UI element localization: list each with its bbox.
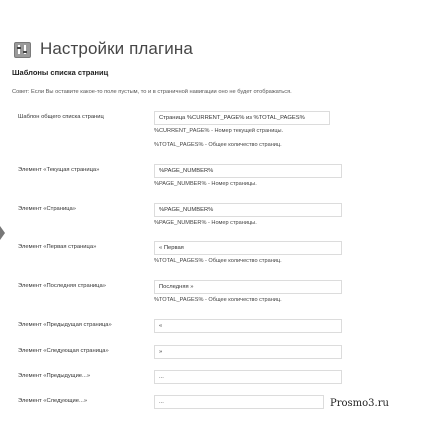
label-next-page: Элемент «Следующая страница»: [18, 348, 109, 354]
general-template-desc-2: %TOTAL_PAGES% - Общее количество страниц.: [154, 142, 282, 148]
page-desc: %PAGE_NUMBER% - Номер страницы.: [154, 220, 257, 226]
label-previous-ellipsis: Элемент «Предыдущие...»: [18, 373, 91, 379]
last-page-input[interactable]: Последняя »: [154, 280, 342, 294]
arrow-left-icon[interactable]: [0, 226, 5, 240]
previous-page-input[interactable]: «: [154, 319, 342, 333]
settings-sliders-icon: [12, 39, 32, 59]
watermark: Prosmo3.ru: [330, 398, 389, 409]
label-first-page: Элемент «Первая страница»: [18, 244, 97, 250]
section-title: Шаблоны списка страниц: [12, 68, 109, 77]
label-previous-page: Элемент «Предыдущая страница»: [18, 322, 112, 328]
next-ellipsis-input[interactable]: ...: [154, 395, 324, 409]
page-input[interactable]: %PAGE_NUMBER%: [154, 203, 342, 217]
label-general-template: Шаблон общего списка страниц: [18, 114, 104, 120]
hint-text: Совет: Если Вы оставите какое-то поле пустым, то и в страничной навигации оно не будет отображаться.: [12, 89, 292, 95]
general-template-input[interactable]: Страница %CURRENT_PAGE% из %TOTAL_PAGES%: [154, 111, 330, 125]
label-current-page: Элемент «Текущая страница»: [18, 167, 100, 173]
first-page-input[interactable]: « Первая: [154, 241, 342, 255]
last-page-desc: %TOTAL_PAGES% - Общее количество страниц.: [154, 297, 282, 303]
label-next-ellipsis: Элемент «Следующие...»: [18, 398, 88, 404]
label-page: Элемент «Страница»: [18, 206, 76, 212]
general-template-desc-1: %CURRENT_PAGE% - Номер текущей страницы.: [154, 128, 284, 134]
previous-ellipsis-input[interactable]: ...: [154, 370, 342, 384]
label-last-page: Элемент «Последняя страница»: [18, 283, 106, 289]
page-header: [12, 38, 193, 60]
current-page-input[interactable]: %PAGE_NUMBER%: [154, 164, 342, 178]
current-page-desc: %PAGE_NUMBER% - Номер страницы.: [154, 181, 257, 187]
first-page-desc: %TOTAL_PAGES% - Общее количество страниц.: [154, 258, 282, 264]
next-page-input[interactable]: »: [154, 345, 342, 359]
page-title: Настройки плагина: [40, 39, 193, 58]
